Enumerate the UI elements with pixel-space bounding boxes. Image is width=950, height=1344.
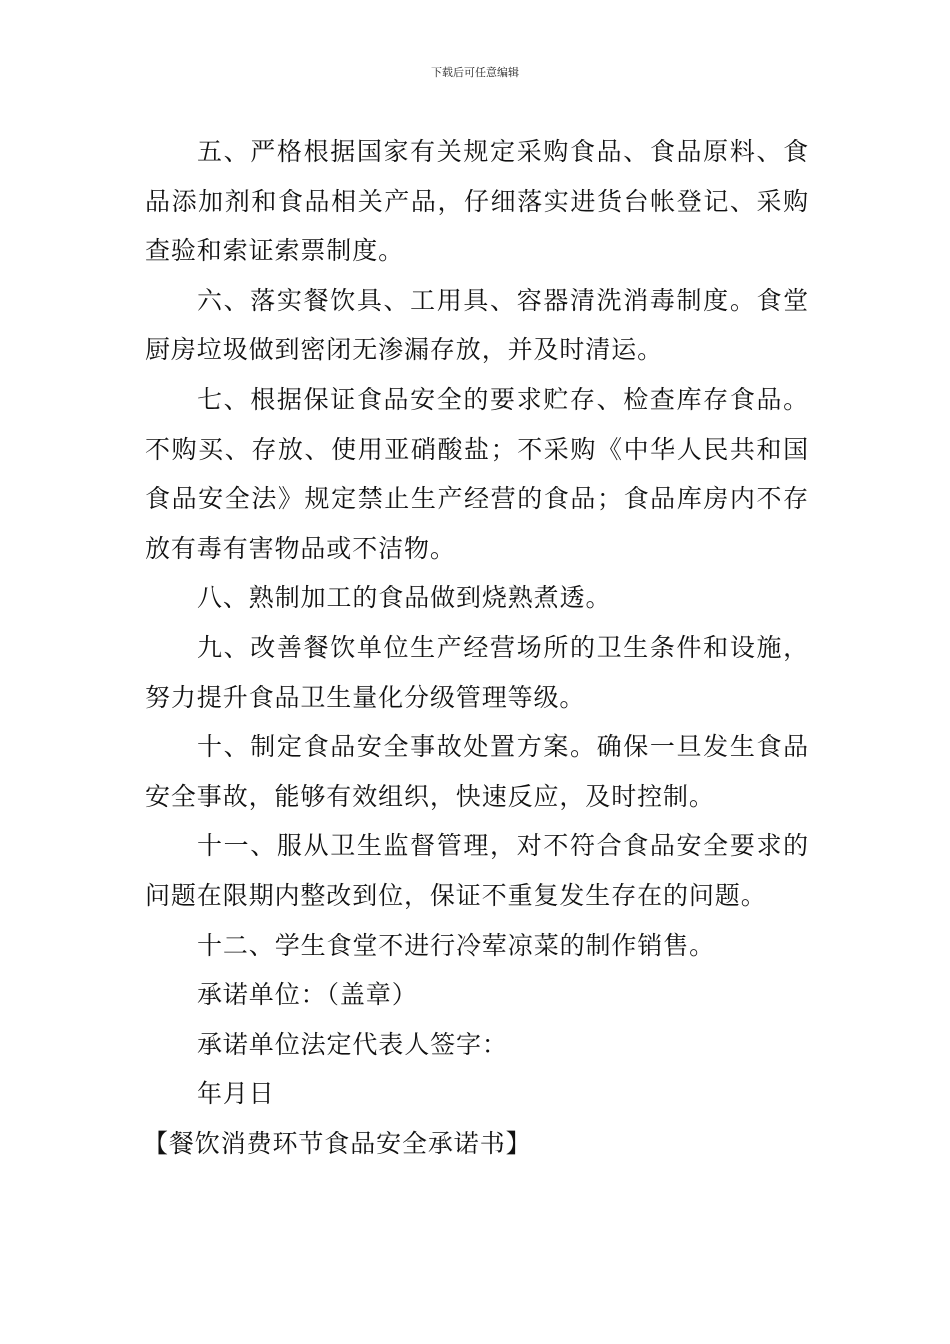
clause-5: 五、严格根据国家有关规定采购食品、食品原料、食品添加剂和食品相关产品，仔细落实进货台帐登记、采购查验和索证索票制度。	[145, 137, 809, 266]
next-section-title: 【餐饮消费环节食品安全承诺书】	[143, 1128, 532, 1158]
clause-7: 七、根据保证食品安全的要求贮存、检查库存食品。不购买、存放、使用亚硝酸盐；不采购《中华人民共和国食品安全法》规定禁止生产经营的食品；食品库房内不存放有毒有害物品或不洁物。	[145, 384, 809, 563]
clause-12: 十二、学生食堂不进行冷荤凉菜的制作销售。	[197, 930, 716, 960]
clause-6: 六、落实餐饮具、工用具、容器清洗消毒制度。食堂厨房垃圾做到密闭无渗漏存放，并及时清运。	[145, 285, 809, 365]
clause-11: 十一、服从卫生监督管理，对不符合食品安全要求的问题在限期内整改到位，保证不重复发生存在的问题。	[145, 831, 809, 910]
signature-date: 年月日	[197, 1079, 275, 1109]
document-body	[145, 127, 809, 1168]
signature-representative: 承诺单位法定代表人签字：	[197, 1029, 508, 1059]
page-header-note: 下载后可任意编辑	[431, 66, 519, 79]
signature-unit: 承诺单位：（盖章）	[197, 980, 418, 1010]
clause-8: 八、熟制加工的食品做到烧熟煮透。	[197, 583, 612, 613]
clause-9: 九、改善餐饮单位生产经营场所的卫生条件和设施，努力提升食品卫生量化分级管理等级。	[145, 632, 809, 712]
clause-10: 十、制定食品安全事故处置方案。确保一旦发生食品安全事故，能够有效组织，快速反应，及时控制。	[145, 732, 809, 811]
